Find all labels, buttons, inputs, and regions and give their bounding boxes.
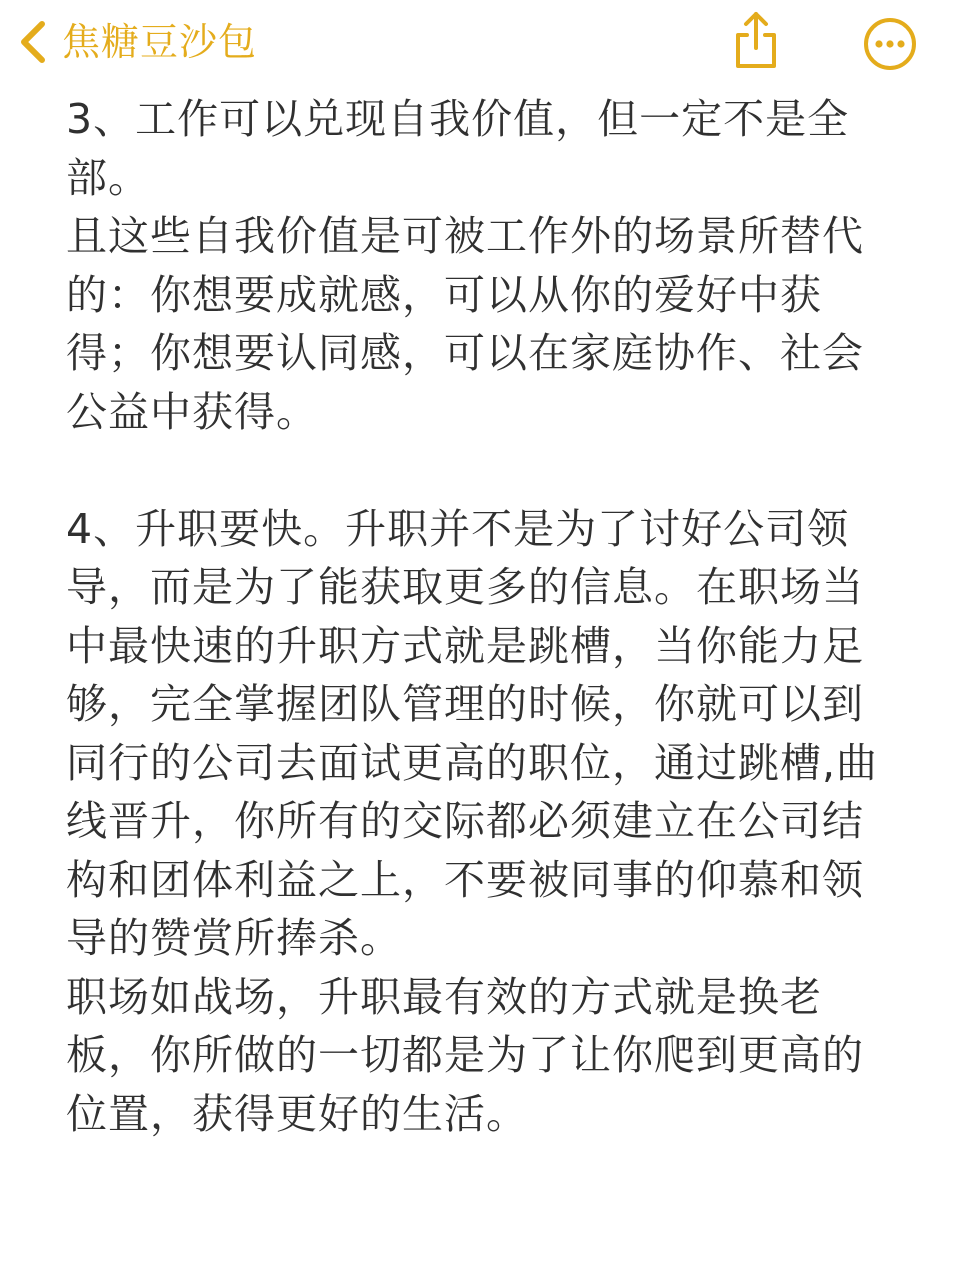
text-line: 3、工作可以兑现自我价值，但一定不是全 (66, 95, 850, 143)
text-line: 同行的公司去面试更高的职位，通过跳槽,曲 (66, 738, 879, 787)
text-line: 线晋升，你所有的交际都必须建立在公司结 (66, 797, 864, 845)
paragraph-spacer (66, 441, 886, 500)
back-button[interactable] (18, 14, 257, 70)
text-line: 职场如战场，升职最有效的方式就是换老 (66, 972, 822, 1021)
text-line: 板，你所做的一切都是为了让你爬到更高的 (66, 1031, 864, 1079)
text-line: 公益中获得。 (66, 387, 318, 436)
more-horizontal-icon (862, 57, 918, 76)
text-line: 部。 (66, 153, 150, 202)
navigation-bar (0, 0, 960, 88)
text-line: 位置，获得更好的生活。 (66, 1089, 528, 1138)
text-line: 导的赞赏所捧杀。 (66, 914, 402, 962)
text-line: 得；你想要认同感，可以在家庭协作、社会 (66, 329, 864, 377)
text-line: 导，而是为了能获取更多的信息。在职场当 (66, 563, 864, 611)
share-icon (728, 57, 784, 76)
more-button[interactable] (862, 16, 918, 72)
note-body[interactable] (66, 90, 886, 1143)
text-line: 4、升职要快。升职并不是为了讨好公司领 (66, 504, 850, 553)
text-line: 够，完全掌握团队管理的时候，你就可以到 (66, 680, 864, 728)
back-label: 焦糖豆沙包 (62, 20, 258, 64)
text-line: 中最快速的升职方式就是跳槽，当你能力足 (66, 621, 864, 670)
share-button[interactable] (728, 8, 784, 72)
text-line: 的：你想要成就感，可以从你的爱好中获 (66, 270, 822, 319)
chevron-left-icon (18, 20, 48, 64)
text-line: 且这些自我价值是可被工作外的场景所替代 (66, 212, 864, 260)
text-line: 构和团体利益之上，不要被同事的仰慕和领 (66, 855, 864, 904)
